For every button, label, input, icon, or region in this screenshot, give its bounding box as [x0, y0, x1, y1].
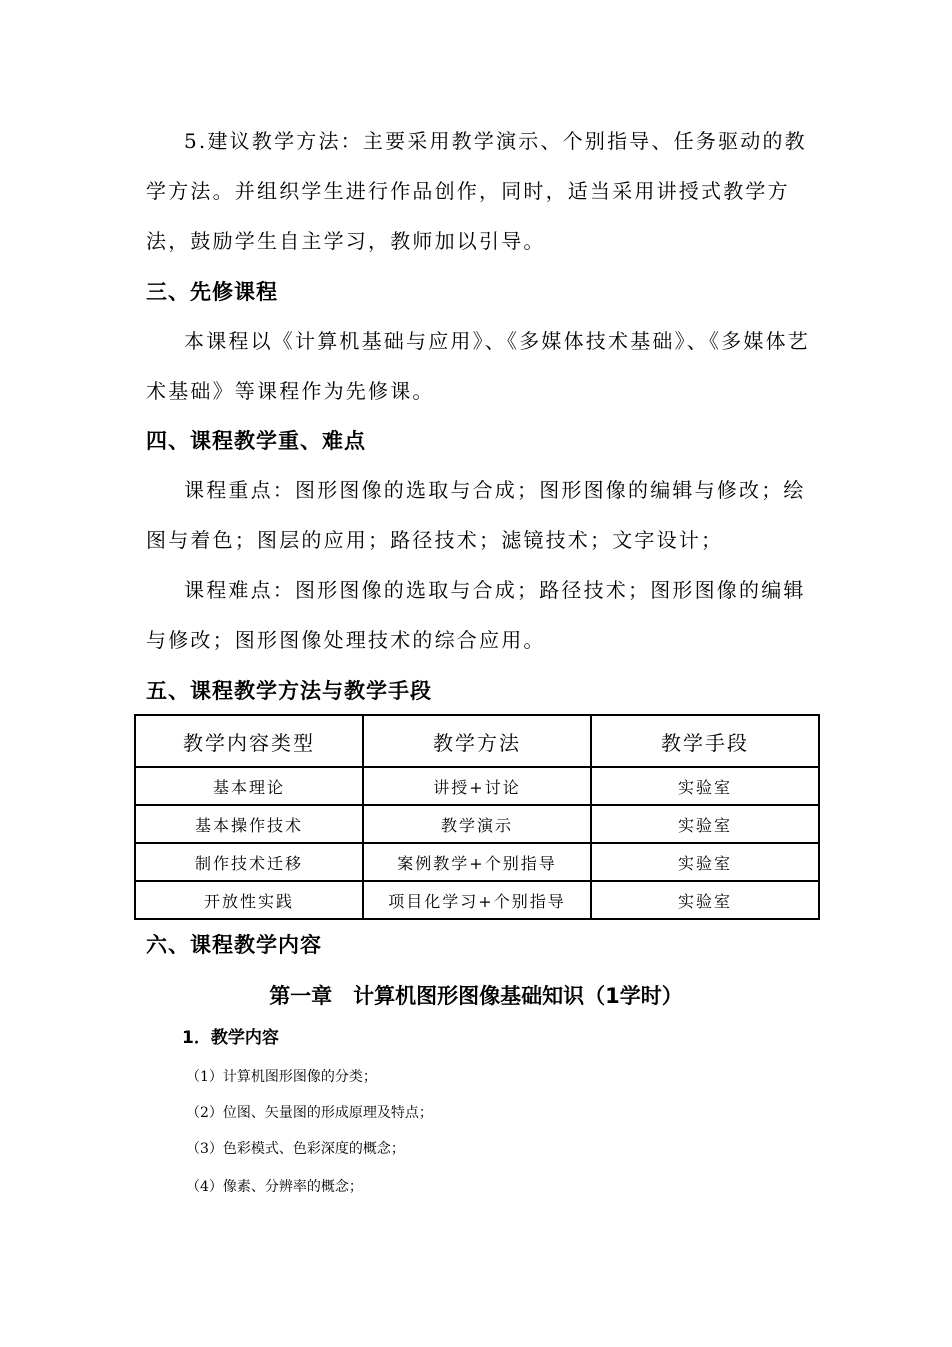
table-row [135, 881, 819, 919]
prerequisite-paragraph: 本课程以《计算机基础与应用》、《多媒体技术基础》、《多媒体艺术基础》等课程作为先修课。 [146, 329, 810, 403]
key-points-paragraph: 课程重点：图形图像的选取与合成；图形图像的编辑与修改；绘图与着色；图层的应用；路径技术；滤镜技术；文字设计； [146, 478, 806, 552]
prerequisite-heading: 三、先修课程 [146, 280, 278, 304]
table-header-row [135, 715, 819, 767]
table-cell: 基本操作技术 [135, 805, 363, 843]
table-cell: 开放性实践 [135, 881, 363, 919]
key-difficult-heading: 四、课程教学重、难点 [146, 429, 366, 453]
content-list-item: （1）计算机图形图像的分类； [186, 1069, 377, 1085]
teaching-content-heading: 六、课程教学内容 [146, 933, 322, 957]
table-header-cell: 教学手段 [591, 715, 819, 767]
table-cell: 实验室 [591, 767, 819, 805]
table-row [135, 843, 819, 881]
table-header-cell: 教学方法 [363, 715, 591, 767]
chapter-title: 第一章 计算机图形图像基础知识（1学时） [269, 984, 683, 1008]
content-list-item: （4）像素、分辨率的概念； [186, 1179, 363, 1195]
difficult-points-paragraph: 课程难点：图形图像的选取与合成；路径技术；图形图像的编辑与修改；图形图像处理技术的综合应用。 [146, 578, 806, 652]
content-list-item: （3）色彩模式、色彩深度的概念； [186, 1141, 405, 1157]
table-cell: 基本理论 [135, 767, 363, 805]
table-cell: 制作技术迁移 [135, 843, 363, 881]
teaching-methods-table [134, 714, 820, 920]
table-row [135, 805, 819, 843]
table-header-cell: 教学内容类型 [135, 715, 363, 767]
teaching-method-paragraph: 5.建议教学方法：主要采用教学演示、个别指导、任务驱动的教学方法。并组织学生进行作品创作，同时，适当采用讲授式教学方法，鼓励学生自主学习，教师加以引导。 [146, 129, 807, 253]
table-cell: 讲授+讨论 [363, 767, 591, 805]
table-cell: 实验室 [591, 843, 819, 881]
content-list-item: （2）位图、矢量图的形成原理及特点； [186, 1105, 433, 1121]
table-cell: 实验室 [591, 881, 819, 919]
table-cell: 项目化学习+个别指导 [363, 881, 591, 919]
table-row [135, 767, 819, 805]
chapter-subheading: 1．教学内容 [182, 1028, 279, 1048]
table-cell: 案例教学+个别指导 [363, 843, 591, 881]
table-cell: 实验室 [591, 805, 819, 843]
table-cell: 教学演示 [363, 805, 591, 843]
methods-heading: 五、课程教学方法与教学手段 [146, 679, 432, 703]
